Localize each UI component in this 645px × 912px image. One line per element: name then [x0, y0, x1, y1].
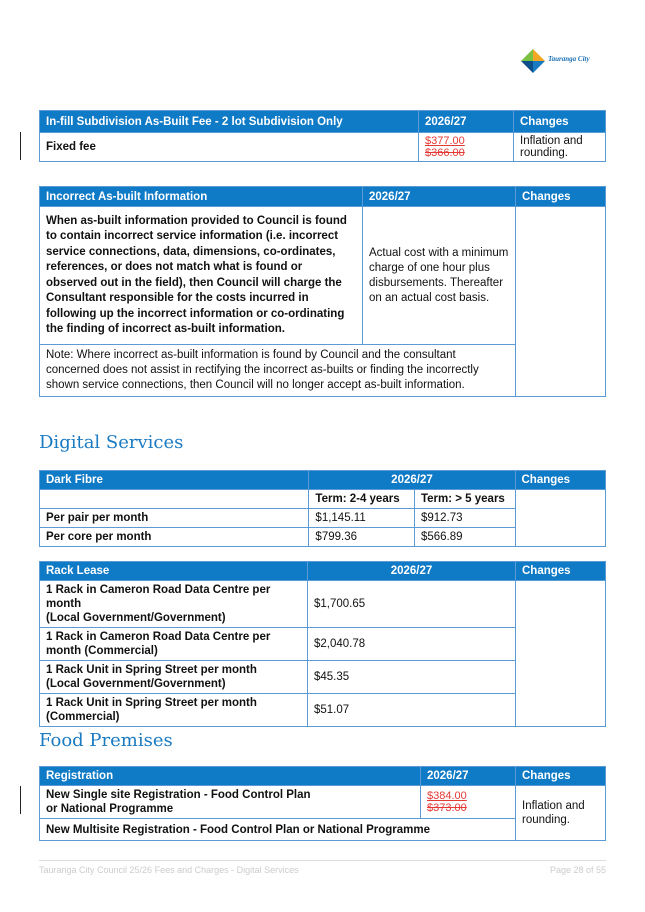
col-header-changes: Changes — [516, 187, 606, 207]
col-header-item: In-fill Subdivision As-Built Fee - 2 lot Subdivision Only — [40, 111, 419, 133]
value-cell: $51.07 — [308, 694, 516, 727]
new-value: $384.00 — [427, 790, 467, 802]
asbuilt-note: Note: Where incorrect as-built information is found by Council and the consultant concerned does not assist in rectifying the incorrect as-builts or finding the incorrectly shown service connections, then Council will no longer accept as-built information. — [40, 345, 516, 397]
changes-cell: Inflation and rounding. — [516, 786, 606, 841]
col-header-item: Incorrect As-built Information — [40, 187, 363, 207]
col-header-item: Registration — [40, 767, 421, 786]
value-cell: $566.89 — [414, 528, 515, 547]
footer-title: Tauranga City Council 25/26 Fees and Charges - Digital Services — [39, 865, 299, 875]
page-footer — [39, 860, 606, 875]
col-header-item: Rack Lease — [40, 562, 308, 581]
incorrect-asbuilt-table — [39, 186, 606, 397]
row-label — [40, 694, 308, 727]
row-label: Fixed fee — [40, 133, 419, 162]
section-heading-food: Food Premises — [39, 730, 173, 751]
col-header-changes: Changes — [515, 471, 606, 490]
logo-mark-icon — [520, 48, 546, 74]
term-header: Term: > 5 years — [414, 490, 515, 509]
label-line: 1 Rack Unit in Spring Street per month — [46, 697, 257, 709]
food-registration-table — [39, 766, 606, 841]
page-number: Page 28 of 55 — [549, 865, 606, 875]
fee-cell — [421, 786, 516, 819]
asbuilt-cost: Actual cost with a minimum charge of one hour plus disbursements. Thereafter on an actual cost basis. — [363, 207, 516, 345]
col-header-year: 2026/27 — [309, 471, 515, 490]
col-header-changes: Changes — [516, 562, 606, 581]
revision-bar — [20, 132, 21, 160]
col-header-year: 2026/27 — [419, 111, 514, 133]
revision-bar — [20, 786, 21, 814]
value-cell: $45.35 — [308, 661, 516, 694]
label-line: (Commercial) — [46, 711, 120, 723]
logo-text: Tauranga City — [548, 55, 590, 63]
new-value: $377.00 — [425, 135, 465, 147]
label-line: New Single site Registration - Food Control Plan — [46, 789, 311, 801]
row-label: New Multisite Registration - Food Control Plan or National Programme — [40, 819, 516, 841]
table-row — [40, 786, 606, 819]
row-label — [40, 786, 421, 819]
col-header-changes: Changes — [514, 111, 606, 133]
old-value: $373.00 — [427, 802, 467, 814]
changes-cell — [515, 490, 606, 547]
fee-cell — [419, 133, 514, 162]
changes-cell — [516, 207, 606, 397]
old-value: $366.00 — [425, 147, 465, 159]
asbuilt-description: When as-built information provided to Council is found to contain incorrect service information (i.e. incorrect service connections, data, dimensions, co-ordinates, references, or does not match what is found or observed out in the field), then Council will charge the Consultant responsible for the costs incurred in following up the incorrect information or co-ordinating the finding of incorrect as-built information. — [40, 207, 363, 345]
col-header-changes: Changes — [516, 767, 606, 786]
infill-asbuilt-table — [39, 110, 606, 162]
table-row — [40, 581, 606, 628]
term-header: Term: 2-4 years — [309, 490, 415, 509]
row-label: Per pair per month — [40, 509, 309, 528]
row-label: 1 Rack in Cameron Road Data Centre per month (Commercial) — [40, 628, 308, 661]
value-cell: $1,145.11 — [309, 509, 415, 528]
label-line: (Local Government/Government) — [46, 678, 226, 690]
row-label — [40, 661, 308, 694]
changes-cell — [516, 581, 606, 727]
tauranga-logo — [520, 46, 610, 76]
empty-cell — [40, 490, 309, 509]
changes-cell: Inflation and rounding. — [514, 133, 606, 162]
label-line: (Local Government/Government) — [46, 612, 226, 624]
section-heading-digital: Digital Services — [39, 432, 184, 453]
value-cell: $1,700.65 — [308, 581, 516, 628]
row-label: Per core per month — [40, 528, 309, 547]
col-header-year: 2026/27 — [363, 187, 516, 207]
label-line: 1 Rack Unit in Spring Street per month — [46, 664, 257, 676]
col-header-year: 2026/27 — [421, 767, 516, 786]
value-cell: $799.36 — [309, 528, 415, 547]
rack-lease-table — [39, 561, 606, 727]
value-cell: $2,040.78 — [308, 628, 516, 661]
row-label — [40, 581, 308, 628]
value-cell: $912.73 — [414, 509, 515, 528]
col-header-item: Dark Fibre — [40, 471, 309, 490]
dark-fibre-table — [39, 470, 606, 547]
label-line: or National Programme — [46, 803, 174, 815]
label-line: 1 Rack in Cameron Road Data Centre per month — [46, 584, 271, 610]
col-header-year: 2026/27 — [308, 562, 516, 581]
